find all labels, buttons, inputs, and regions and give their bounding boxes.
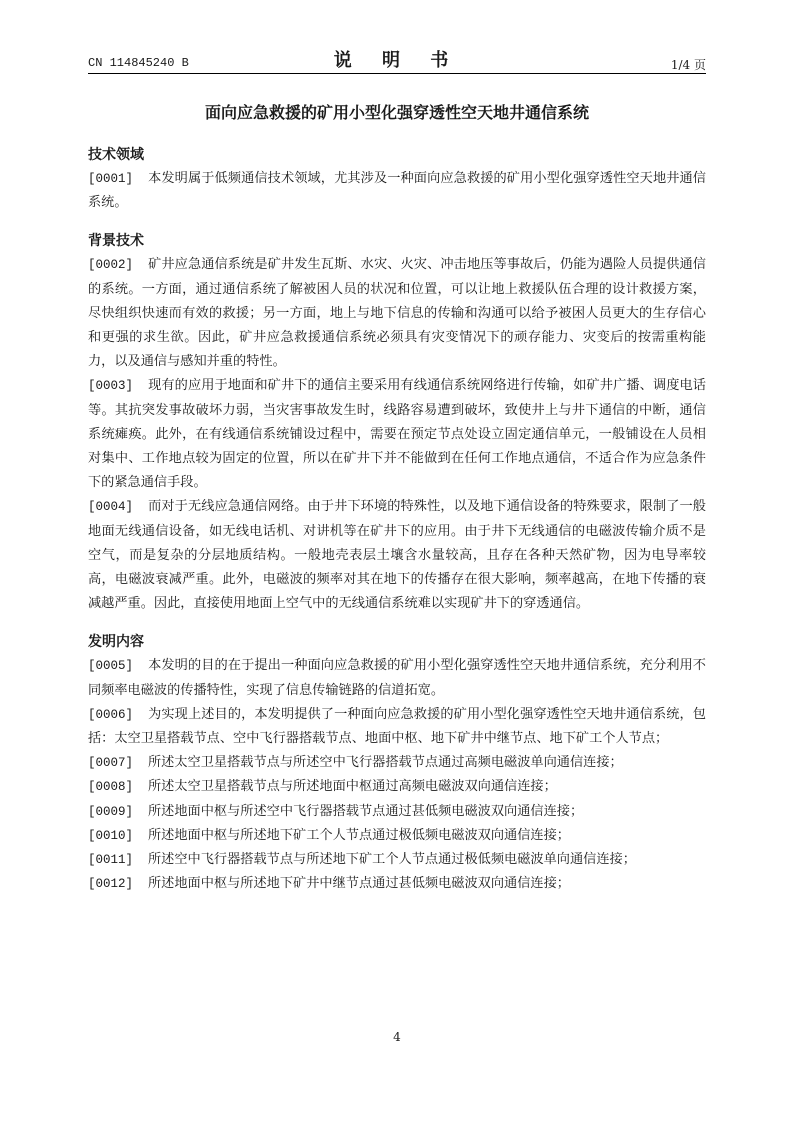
section bbox=[88, 229, 706, 616]
paragraph-text: 为实现上述目的，本发明提供了一种面向应急救援的矿用小型化强穿透性空天地井通信系统，包括：太空卫星搭载节点、空中飞行器搭载节点、地面中枢、地下矿井中继节点、地下矿工个人节点； bbox=[88, 706, 706, 747]
paragraph-text: 所述地面中枢与所述地下矿井中继节点通过甚低频电磁波双向通信连接； bbox=[148, 876, 570, 892]
paragraph-text: 所述太空卫星搭载节点与所述空中飞行器搭载节点通过高频电磁波单向通信连接； bbox=[148, 755, 623, 771]
paragraph-text: 本发明属于低频通信技术领域，尤其涉及一种面向应急救援的矿用小型化强穿透性空天地井通信系统。 bbox=[88, 171, 706, 211]
section-heading: 发明内容 bbox=[88, 634, 144, 651]
paragraph-number: [0011] bbox=[88, 853, 134, 868]
header-divider bbox=[88, 73, 706, 74]
paragraph bbox=[88, 824, 706, 848]
section-heading: 背景技术 bbox=[88, 233, 144, 250]
paragraph-number: [0007] bbox=[88, 756, 134, 771]
paragraph-text: 矿井应急通信系统是矿井发生瓦斯、水灾、火灾、冲击地压等事故后，仍能为遇险人员提供通信的系统。一方面，通过通信系统了解被困人员的状况和位置，可以让地上救援队伍合理的设计救援方案，尽快组织快速而有效的救援；另一方面，地上与地下信息的传输和沟通可以给予被困人员更大的生存信心和更强的求生欲。因此，矿井应急救援通信系统必须具有灾变情况下的顽存能力、灾变后的按需重构能力，以及通信与感知并重的特性。 bbox=[88, 257, 706, 370]
paragraph-number: [0009] bbox=[88, 804, 134, 819]
paragraph-number: [0006] bbox=[88, 707, 134, 722]
paragraph-number: [0010] bbox=[88, 828, 134, 843]
paragraph bbox=[88, 848, 706, 872]
paragraph bbox=[88, 800, 706, 824]
paragraph bbox=[88, 374, 706, 495]
paragraph-number: [0008] bbox=[88, 780, 134, 795]
paragraph-text: 本发明的目的在于提出一种面向应急救援的矿用小型化强穿透性空天地井通信系统，充分利用不同频率电磁波的传播特性，实现了信息传输链路的信道拓宽。 bbox=[88, 658, 706, 698]
invention-title: 面向应急救援的矿用小型化强穿透性空天地井通信系统 bbox=[204, 103, 589, 122]
page-header bbox=[88, 44, 706, 74]
paragraph-number: [0003] bbox=[88, 379, 134, 394]
paragraph bbox=[88, 495, 706, 616]
paragraph bbox=[88, 253, 706, 374]
paragraph bbox=[88, 872, 706, 896]
paragraph bbox=[88, 167, 706, 215]
paragraph-text: 所述地面中枢与所述空中飞行器搭载节点通过甚低频电磁波双向通信连接； bbox=[148, 803, 584, 819]
section bbox=[88, 630, 706, 896]
publication-number: CN 114845240 B bbox=[88, 56, 189, 70]
document-body bbox=[88, 143, 706, 910]
page-indicator: 1/4 页 bbox=[670, 58, 706, 72]
paragraph bbox=[88, 775, 706, 799]
paragraph-number: [0002] bbox=[88, 258, 134, 273]
paragraph-text: 所述空中飞行器搭载节点与所述地下矿工个人节点通过极低频电磁波单向通信连接； bbox=[148, 852, 636, 868]
paragraph-number: [0001] bbox=[88, 172, 134, 186]
paragraph-text: 所述太空卫星搭载节点与所述地面中枢通过高频电磁波双向通信连接； bbox=[148, 779, 557, 795]
section-heading: 技术领域 bbox=[88, 147, 144, 163]
paragraph-text: 现有的应用于地面和矿井下的通信主要采用有线通信系统网络进行传输，如矿井广播、调度电话等。其抗突发事故破坏力弱，当灾害事故发生时，线路容易遭到破坏，致使井上与井下通信的中断，通信系统瘫痪。此外，在有线通信系统铺设过程中，需要在预定节点处设立固定通信单元，一般铺设在人员相对集中、工作地点较为固定的位置，所以在矿井下并不能做到在任何工作地点通信，不适合作为应急条件下的紧急通信手段。 bbox=[88, 378, 706, 491]
paragraph bbox=[88, 751, 706, 775]
paragraph-number: [0012] bbox=[88, 877, 134, 892]
paragraph-text: 所述地面中枢与所述地下矿工个人节点通过极低频电磁波双向通信连接； bbox=[148, 827, 570, 843]
paragraph bbox=[88, 703, 706, 751]
section bbox=[88, 143, 706, 215]
paragraph-number: [0005] bbox=[88, 659, 134, 674]
paragraph bbox=[88, 654, 706, 702]
paragraph-number: [0004] bbox=[88, 500, 134, 515]
document-type-title: 说 明 书 bbox=[333, 50, 461, 71]
page-number: 4 bbox=[393, 1030, 401, 1044]
paragraph-text: 而对于无线应急通信网络。由于井下环境的特殊性，以及地下通信设备的特殊要求，限制了一般地面无线通信设备，如无线电话机、对讲机等在矿井下的应用。由于井下无线通信的电磁波传输介质不是空气，而是复杂的分层地质结构。一般地壳表层土壤含水量较高，且存在各种天然矿物，因为电导率较高，电磁波衰减严重。此外，电磁波的频率对其在地下的传播存在很大影响，频率越高，在地下传播的衰减越严重。因此，直接使用地面上空气中的无线通信系统难以实现矿井下的穿透通信。 bbox=[88, 499, 706, 612]
